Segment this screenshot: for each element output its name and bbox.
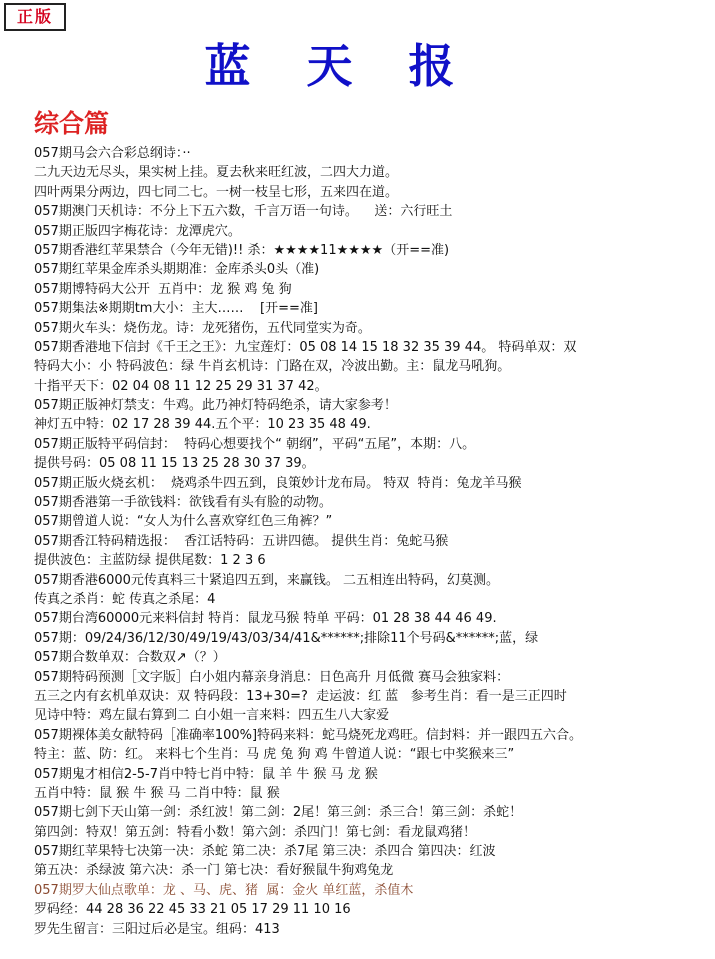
text-line: 057期香港地下信封《千王之王》：九宝莲灯：05 08 14 15 18 32 35 39 44。 特码单双：双 — [34, 339, 577, 355]
text-line: 057期正版火烧玄机： 烧鸡杀牛四五到，良策妙计龙布局。 特双 特肖：兔龙羊马猴 — [34, 475, 522, 491]
text-line: 057期台湾60000元来料信封 特肖：鼠龙马猴 特单 平码：01 28 38 44 46 49. — [34, 611, 497, 627]
text-line: 四叶两果分两边，四七同二七。一树一枝呈七形，五来四在道。 — [34, 184, 399, 200]
text-line: 057期正版特平码信封： 特码心想要找个“ 朝纲”，平码“五尾”，本期：八。 — [34, 436, 476, 452]
text-line: 057期曾道人说：“女人为什么喜欢穿红色三角裤？” — [34, 514, 333, 530]
text-line: 057期红苹果金库杀头期期准：金库杀头0头（准) — [34, 262, 320, 278]
text-line: 057期合数单双：合数双↗（？） — [34, 650, 226, 666]
text-line: 057期：09/24/36/12/30/49/19/43/03/34/41&******;排除11个号码&******;蓝，绿 — [34, 630, 539, 646]
text-line: 二九天边无尽头，果实树上挂。夏去秋来旺红波，二四大力道。 — [34, 165, 399, 181]
text-line: 十指平天下：02 04 08 11 12 25 29 31 37 42。 — [34, 378, 328, 394]
text-line: 第四剑：特双！第五剑：特看小数！第六剑：杀四门！第七剑：看龙鼠鸡猪！ — [34, 824, 477, 840]
text-line: 罗先生留言：三阳过后必是宝。组码：413 — [34, 921, 280, 937]
text-line: 057期博特码大公开 五肖中：龙 猴 鸡 兔 狗 — [34, 281, 292, 297]
text-line: 057期火车头：烧伤龙。诗：龙死猪伤，五代同堂实为奇。 — [34, 320, 371, 336]
text-line: 五三之内有玄机单双诀：双 特码段：13+30=? 走运波：红 蓝 参考生肖：看一是三正四时 — [34, 688, 567, 704]
text-line: 057期澳门天机诗：不分上下五六数，千言万语一句诗。 送：六行旺土 — [34, 204, 453, 220]
text-line: 特主：蓝、防：红。 来料七个生肖：马 虎 兔 狗 鸡 牛曾道人说：“跟七中奖猴来三” — [34, 747, 515, 763]
text-line: 提供波色：主蓝防绿 提供尾数：1 2 3 6 — [34, 553, 266, 569]
text-line: 057期香江特码精选报： 香江话特码：五讲四德。 提供生肖：兔蛇马猴 — [34, 533, 449, 549]
text-line: 五肖中特：鼠 猴 牛 猴 马 二肖中特：鼠 猴 — [34, 785, 280, 801]
text-line: 057期裸体美女献特码［准确率100%]特码来料：蛇马烧死龙鸡旺。信封料：并一跟四五六合。 — [34, 727, 583, 743]
text-line: 057期七剑下天山第一剑：杀红波！第二剑：2尾！第三剑：杀三合！第三剑：杀蛇！ — [34, 805, 523, 821]
text-line: 传真之杀肖：蛇 传真之杀尾：4 — [34, 591, 216, 607]
page-title: 蓝天报 — [204, 39, 511, 93]
text-line: 057期特码预测［文字版］白小姐内幕亲身消息：日色高升 月低微 赛马会独家料： — [34, 669, 510, 685]
text-line: 057期香港第一手欲钱料：欲钱看有头有脸的动物。 — [34, 495, 332, 511]
text-line: 057期香港红苹果禁合（今年无错)!! 杀：★★★★11★★★★（开==准) — [34, 242, 450, 258]
text-line: 057期香港6000元传真料三十紧追四五到，来赢钱。 二五相连出特码，幻莫测。 — [34, 572, 500, 588]
text-line: 057期马会六合彩总纲诗：·· — [34, 146, 191, 161]
text-line: 特码大小：小 特码波色：绿 牛肖玄机诗：门路在双，冷波出勤。主：鼠龙马吼狗。 — [34, 359, 511, 375]
text-line: 第五决：杀绿波 第六决：杀一门 第七决：看好猴鼠牛狗鸡兔龙 — [34, 863, 394, 879]
text-line: 057期正版四字梅花诗：龙潭虎穴。 — [34, 223, 241, 239]
text-line: 057期正版神灯禁支：牛鸡。此乃神灯特码绝杀，请大家参考！ — [34, 398, 397, 414]
section-heading: 综合篇 — [34, 109, 110, 138]
text-line: 神灯五中特：02 17 28 39 44.五个平：10 23 35 48 49. — [34, 417, 371, 433]
text-line: 057期红苹果特七决第一决：杀蛇 第二决：杀7尾 第三决：杀四合 第四决：红波 — [34, 844, 496, 860]
text-line: 057期罗大仙点歌单：龙 、马、虎、猪 属：金火 单红蓝，杀值木 — [34, 882, 414, 898]
text-line: 057期集法※期期tm大小：主大…… [开==准] — [34, 301, 318, 317]
text-line: 罗码经：44 28 36 22 45 33 21 05 17 29 11 10 16 — [34, 902, 351, 918]
content-body — [34, 144, 709, 939]
text-line: 提供号码：05 08 11 15 13 25 28 30 37 39。 — [34, 456, 315, 472]
genuine-edition-stamp: 正版 — [4, 3, 66, 31]
text-line: 057期鬼才相信2-5-7肖中特七肖中特：鼠 羊 牛 猴 马 龙 猴 — [34, 766, 378, 782]
text-line: 见诗中特：鸡左鼠右算到二 白小姐一言来料：四五生八大家爱 — [34, 708, 390, 724]
